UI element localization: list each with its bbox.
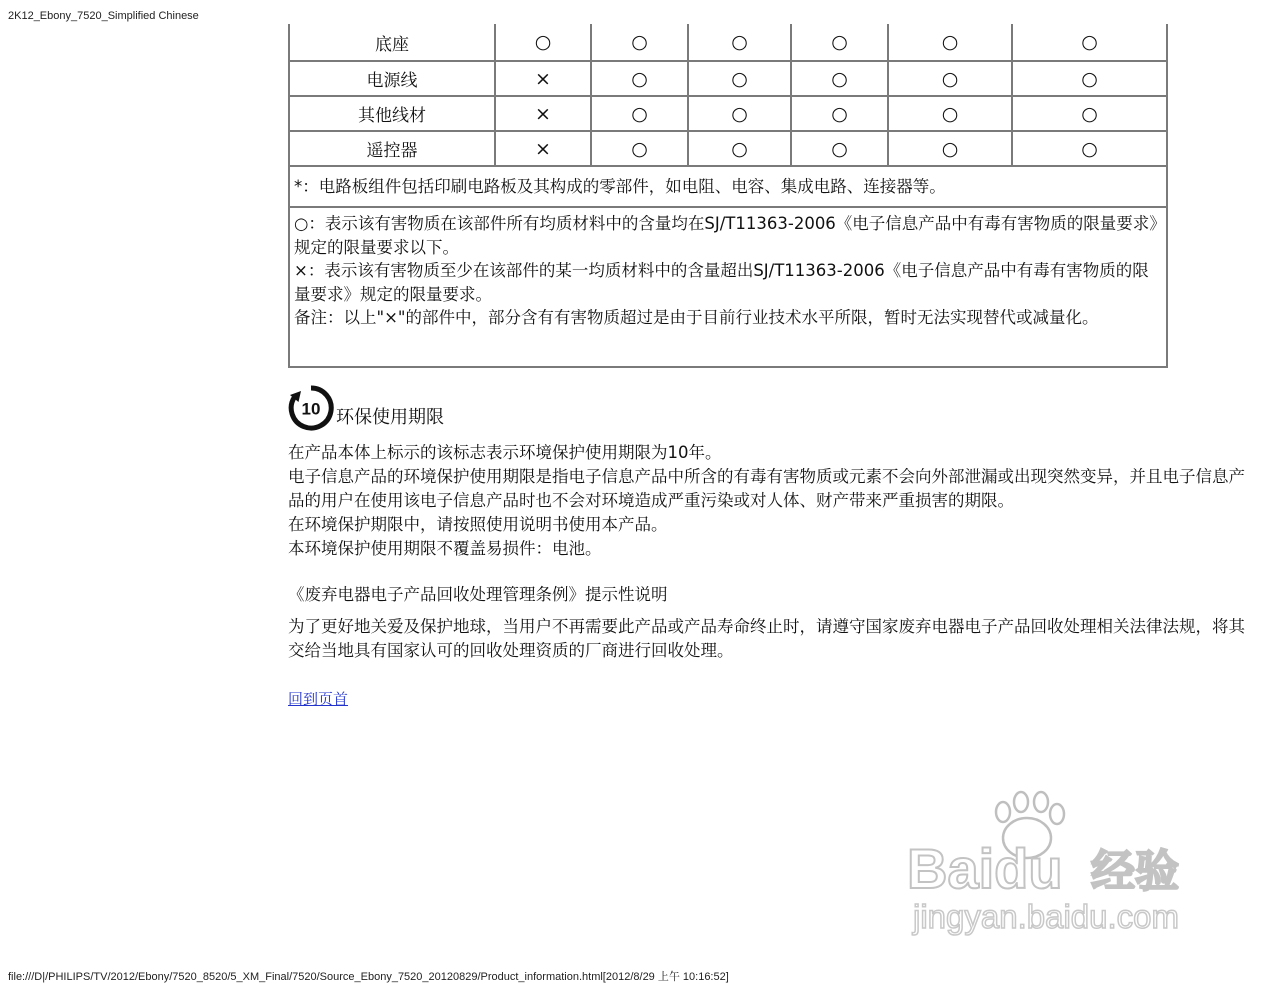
recycle-body: 为了更好地关爱及保护地球，当用户不再需要此产品或产品寿命终止时，请遵守国家废弃电器电子产品回收处理相关法律法规，将其交给当地具有国家认可的回收处理资质的厂商进行回收处理。 bbox=[288, 617, 1245, 660]
substance-mark: ○ bbox=[688, 61, 791, 96]
part-name: 遥控器 bbox=[289, 131, 495, 166]
baidu-jingyan-watermark bbox=[905, 790, 1205, 940]
watermark-brand-cn: 经验 bbox=[1091, 846, 1179, 897]
circuit-board-note: *：电路板组件包括印刷电路板及其构成的零部件，如电阻、电容、集成电路、连接器等。 bbox=[289, 166, 1167, 207]
substance-mark: × bbox=[495, 96, 591, 131]
hazardous-substance-table bbox=[288, 24, 1168, 368]
table-row bbox=[289, 131, 1167, 166]
substance-mark: ○ bbox=[1012, 61, 1167, 96]
legend-cross-text: ×：表示该有害物质至少在该部件的某一均质材料中的含量超出SJ/T11363-2006《电子信息产品中有毒有害物质的限量要求》规定的限量要求。 bbox=[294, 261, 1149, 304]
substance-mark: × bbox=[495, 131, 591, 166]
substance-mark: ○ bbox=[591, 96, 688, 131]
substance-mark: ○ bbox=[1012, 96, 1167, 131]
back-to-top-link[interactable]: 回到页首 bbox=[288, 690, 349, 708]
part-name: 其他线材 bbox=[289, 96, 495, 131]
substance-mark: ○ bbox=[888, 24, 1012, 61]
substance-mark: ○ bbox=[495, 24, 591, 61]
substance-mark: ○ bbox=[888, 131, 1012, 166]
epup-line: 在产品本体上标示的该标志表示环境保护使用期限为10年。 bbox=[288, 443, 722, 462]
table-row bbox=[289, 61, 1167, 96]
epup-logo-number: 10 bbox=[301, 399, 321, 419]
substance-mark: ○ bbox=[688, 96, 791, 131]
table-note-row bbox=[289, 166, 1167, 207]
epup-title: 环保使用期限 bbox=[336, 407, 444, 428]
epup-line: 在环境保护期限中，请按照使用说明书使用本产品。 bbox=[288, 515, 668, 534]
watermark-site: jingyan.baidu.com bbox=[913, 898, 1179, 935]
part-name: 底座 bbox=[289, 24, 495, 61]
remark-text: 备注：以上"×"的部件中，部分含有有害物质超过是由于目前行业技术水平所限，暂时无法实现替代或减量化。 bbox=[294, 308, 1099, 327]
epup-description bbox=[288, 441, 1248, 561]
legend-circle-text: ○：表示该有害物质在该部件所有均质材料中的含量均在SJ/T11363-2006《电子信息产品中有毒有害物质的限量要求》规定的限量要求以下。 bbox=[294, 214, 1158, 257]
substance-mark: ○ bbox=[888, 61, 1012, 96]
epup-heading bbox=[288, 383, 444, 431]
substance-mark: ○ bbox=[888, 96, 1012, 131]
epup-line: 电子信息产品的环境保护使用期限是指电子信息产品中所含的有毒有害物质或元素不会向外部泄漏或出现突然变异，并且电子信息产品的用户在使用该电子信息产品时也不会对环境造成严重污染或对人体、财产带来严重损害的期限。 bbox=[288, 467, 1245, 510]
part-name: 电源线 bbox=[289, 61, 495, 96]
epup-line: 本环境保护使用期限不覆盖易损件：电池。 bbox=[288, 539, 602, 558]
substance-mark: ○ bbox=[791, 61, 888, 96]
substance-mark: ○ bbox=[591, 131, 688, 166]
substance-mark: ○ bbox=[591, 61, 688, 96]
table-row bbox=[289, 24, 1167, 61]
substance-mark: ○ bbox=[688, 24, 791, 61]
substance-mark: ○ bbox=[791, 96, 888, 131]
recycle-title: 《废弃电器电子产品回收处理管理条例》提示性说明 bbox=[288, 585, 668, 604]
table-row bbox=[289, 96, 1167, 131]
substance-mark: ○ bbox=[1012, 24, 1167, 61]
substance-mark: ○ bbox=[1012, 131, 1167, 166]
watermark-brand: Baidu bbox=[907, 837, 1063, 900]
epup-10-year-icon bbox=[288, 385, 334, 431]
substance-mark: ○ bbox=[791, 131, 888, 166]
legend-note bbox=[289, 207, 1167, 367]
substance-mark: × bbox=[495, 61, 591, 96]
table-note-row bbox=[289, 207, 1167, 367]
document-footer-path: file:///D|/PHILIPS/TV/2012/Ebony/7520_8520/5_XM_Final/7520/Source_Ebony_7520_20120829/Product_information.html[2012/8/29 上午 10:16:52] bbox=[8, 971, 729, 983]
document-header: 2K12_Ebony_7520_Simplified Chinese bbox=[8, 10, 199, 22]
substance-mark: ○ bbox=[591, 24, 688, 61]
substance-mark: ○ bbox=[791, 24, 888, 61]
substance-mark: ○ bbox=[688, 131, 791, 166]
